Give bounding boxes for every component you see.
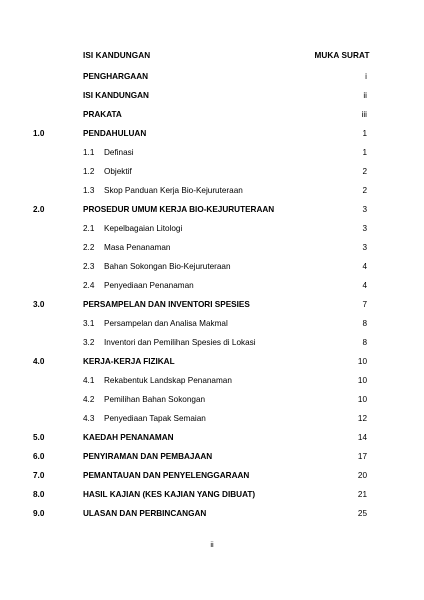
entry-title: Inventori dan Pemilihan Spesies di Lokasi — [104, 338, 256, 347]
toc-chapter-row — [0, 128, 424, 140]
entry-page-number: i — [365, 72, 367, 81]
entry-page-number: 1 — [362, 148, 367, 157]
toc-subsection-row — [0, 318, 424, 330]
page-number: ii — [210, 540, 214, 549]
toc-subsection-row — [0, 147, 424, 159]
entry-title: ULASAN DAN PERBINCANGAN — [83, 509, 207, 518]
entry-title: KERJA-KERJA FIZIKAL — [83, 357, 175, 366]
chapter-number: 9.0 — [33, 509, 45, 518]
entry-title: Penyediaan Tapak Semaian — [104, 414, 206, 423]
section-number: 1.2 — [83, 167, 95, 176]
toc-subsection-row — [0, 242, 424, 254]
toc-chapter-row — [0, 299, 424, 311]
entry-title: PENGHARGAAN — [83, 72, 149, 81]
section-number: 3.1 — [83, 319, 95, 328]
toc-chapter-row — [0, 356, 424, 368]
toc-chapter-row — [0, 451, 424, 463]
toc-front-row — [0, 71, 424, 83]
section-number: 1.3 — [83, 186, 95, 195]
entry-page-number: iii — [361, 110, 367, 119]
chapter-number: 5.0 — [33, 433, 45, 442]
entry-title: Definasi — [104, 148, 134, 157]
entry-title: PEMANTAUAN DAN PENYELENGGARAAN — [83, 471, 250, 480]
toc-subsection-row — [0, 394, 424, 406]
toc-chapter-row — [0, 204, 424, 216]
toc-subsection-row — [0, 280, 424, 292]
toc-subsection-row — [0, 185, 424, 197]
toc-subsection-row — [0, 166, 424, 178]
entry-title: Masa Penanaman — [104, 243, 171, 252]
entry-page-number: 12 — [357, 414, 367, 423]
entry-title: Bahan Sokongan Bio-Kejuruteraan — [104, 262, 231, 271]
toc-subsection-row — [0, 413, 424, 425]
chapter-number: 1.0 — [33, 129, 45, 138]
entry-page-number: 17 — [357, 452, 367, 461]
entry-page-number: 4 — [362, 281, 367, 290]
entry-page-number: 10 — [357, 395, 367, 404]
entry-title: HASIL KAJIAN (KES KAJIAN YANG DIBUAT) — [83, 490, 256, 499]
section-number: 2.2 — [83, 243, 95, 252]
chapter-number: 8.0 — [33, 490, 45, 499]
entry-page-number: 1 — [362, 129, 367, 138]
section-number: 3.2 — [83, 338, 95, 347]
toc-subsection-row — [0, 261, 424, 273]
section-number: 2.3 — [83, 262, 95, 271]
chapter-number: 7.0 — [33, 471, 45, 480]
section-number: 4.3 — [83, 414, 95, 423]
toc-subsection-row — [0, 223, 424, 235]
entry-page-number: 2 — [362, 186, 367, 195]
entry-page-number: 2 — [362, 167, 367, 176]
toc-chapter-row — [0, 508, 424, 520]
entry-page-number: 10 — [357, 357, 367, 366]
entry-page-number: 7 — [362, 300, 367, 309]
entry-page-number: 3 — [362, 224, 367, 233]
entry-title: PENYIRAMAN DAN PEMBAJAAN — [83, 452, 213, 461]
entry-page-number: 8 — [362, 338, 367, 347]
entry-title: Persampelan dan Analisa Makmal — [104, 319, 228, 328]
entry-title: Pemilihan Bahan Sokongan — [104, 395, 206, 404]
toc-heading: ISI KANDUNGAN — [83, 51, 151, 60]
entry-title: Skop Panduan Kerja Bio-Kejuruteraan — [104, 186, 243, 195]
toc-chapter-row — [0, 489, 424, 501]
toc-chapter-row — [0, 432, 424, 444]
entry-page-number: 10 — [357, 376, 367, 385]
section-number: 4.2 — [83, 395, 95, 404]
entry-page-number: 4 — [362, 262, 367, 271]
entry-title: ISI KANDUNGAN — [83, 91, 149, 100]
entry-title: PENDAHULUAN — [83, 129, 147, 138]
section-number: 1.1 — [83, 148, 95, 157]
toc-subsection-row — [0, 375, 424, 387]
toc-front-row — [0, 109, 424, 121]
entry-title: Penyediaan Penanaman — [104, 281, 194, 290]
toc-front-row — [0, 90, 424, 102]
toc-chapter-row — [0, 470, 424, 482]
entry-page-number: ii — [363, 91, 367, 100]
section-number: 2.4 — [83, 281, 95, 290]
entry-title: PERSAMPELAN DAN INVENTORI SPESIES — [83, 300, 250, 309]
chapter-number: 2.0 — [33, 205, 45, 214]
toc-header — [0, 51, 424, 63]
chapter-number: 6.0 — [33, 452, 45, 461]
entry-title: Rekabentuk Landskap Penanaman — [104, 376, 232, 385]
entry-title: KAEDAH PENANAMAN — [83, 433, 174, 442]
entry-page-number: 3 — [362, 205, 367, 214]
entry-title: PRAKATA — [83, 110, 122, 119]
chapter-number: 4.0 — [33, 357, 45, 366]
toc-subsection-row — [0, 337, 424, 349]
page-column-heading: MUKA SURAT — [314, 51, 370, 60]
entry-page-number: 3 — [362, 243, 367, 252]
entry-title: Objektif — [104, 167, 132, 176]
entry-page-number: 14 — [357, 433, 367, 442]
entry-page-number: 25 — [357, 509, 367, 518]
chapter-number: 3.0 — [33, 300, 45, 309]
section-number: 2.1 — [83, 224, 95, 233]
entry-title: PROSEDUR UMUM KERJA BIO-KEJURUTERAAN — [83, 205, 275, 214]
entry-page-number: 8 — [362, 319, 367, 328]
entry-title: Kepelbagaian Litologi — [104, 224, 183, 233]
entry-page-number: 20 — [357, 471, 367, 480]
section-number: 4.1 — [83, 376, 95, 385]
entry-page-number: 21 — [357, 490, 367, 499]
